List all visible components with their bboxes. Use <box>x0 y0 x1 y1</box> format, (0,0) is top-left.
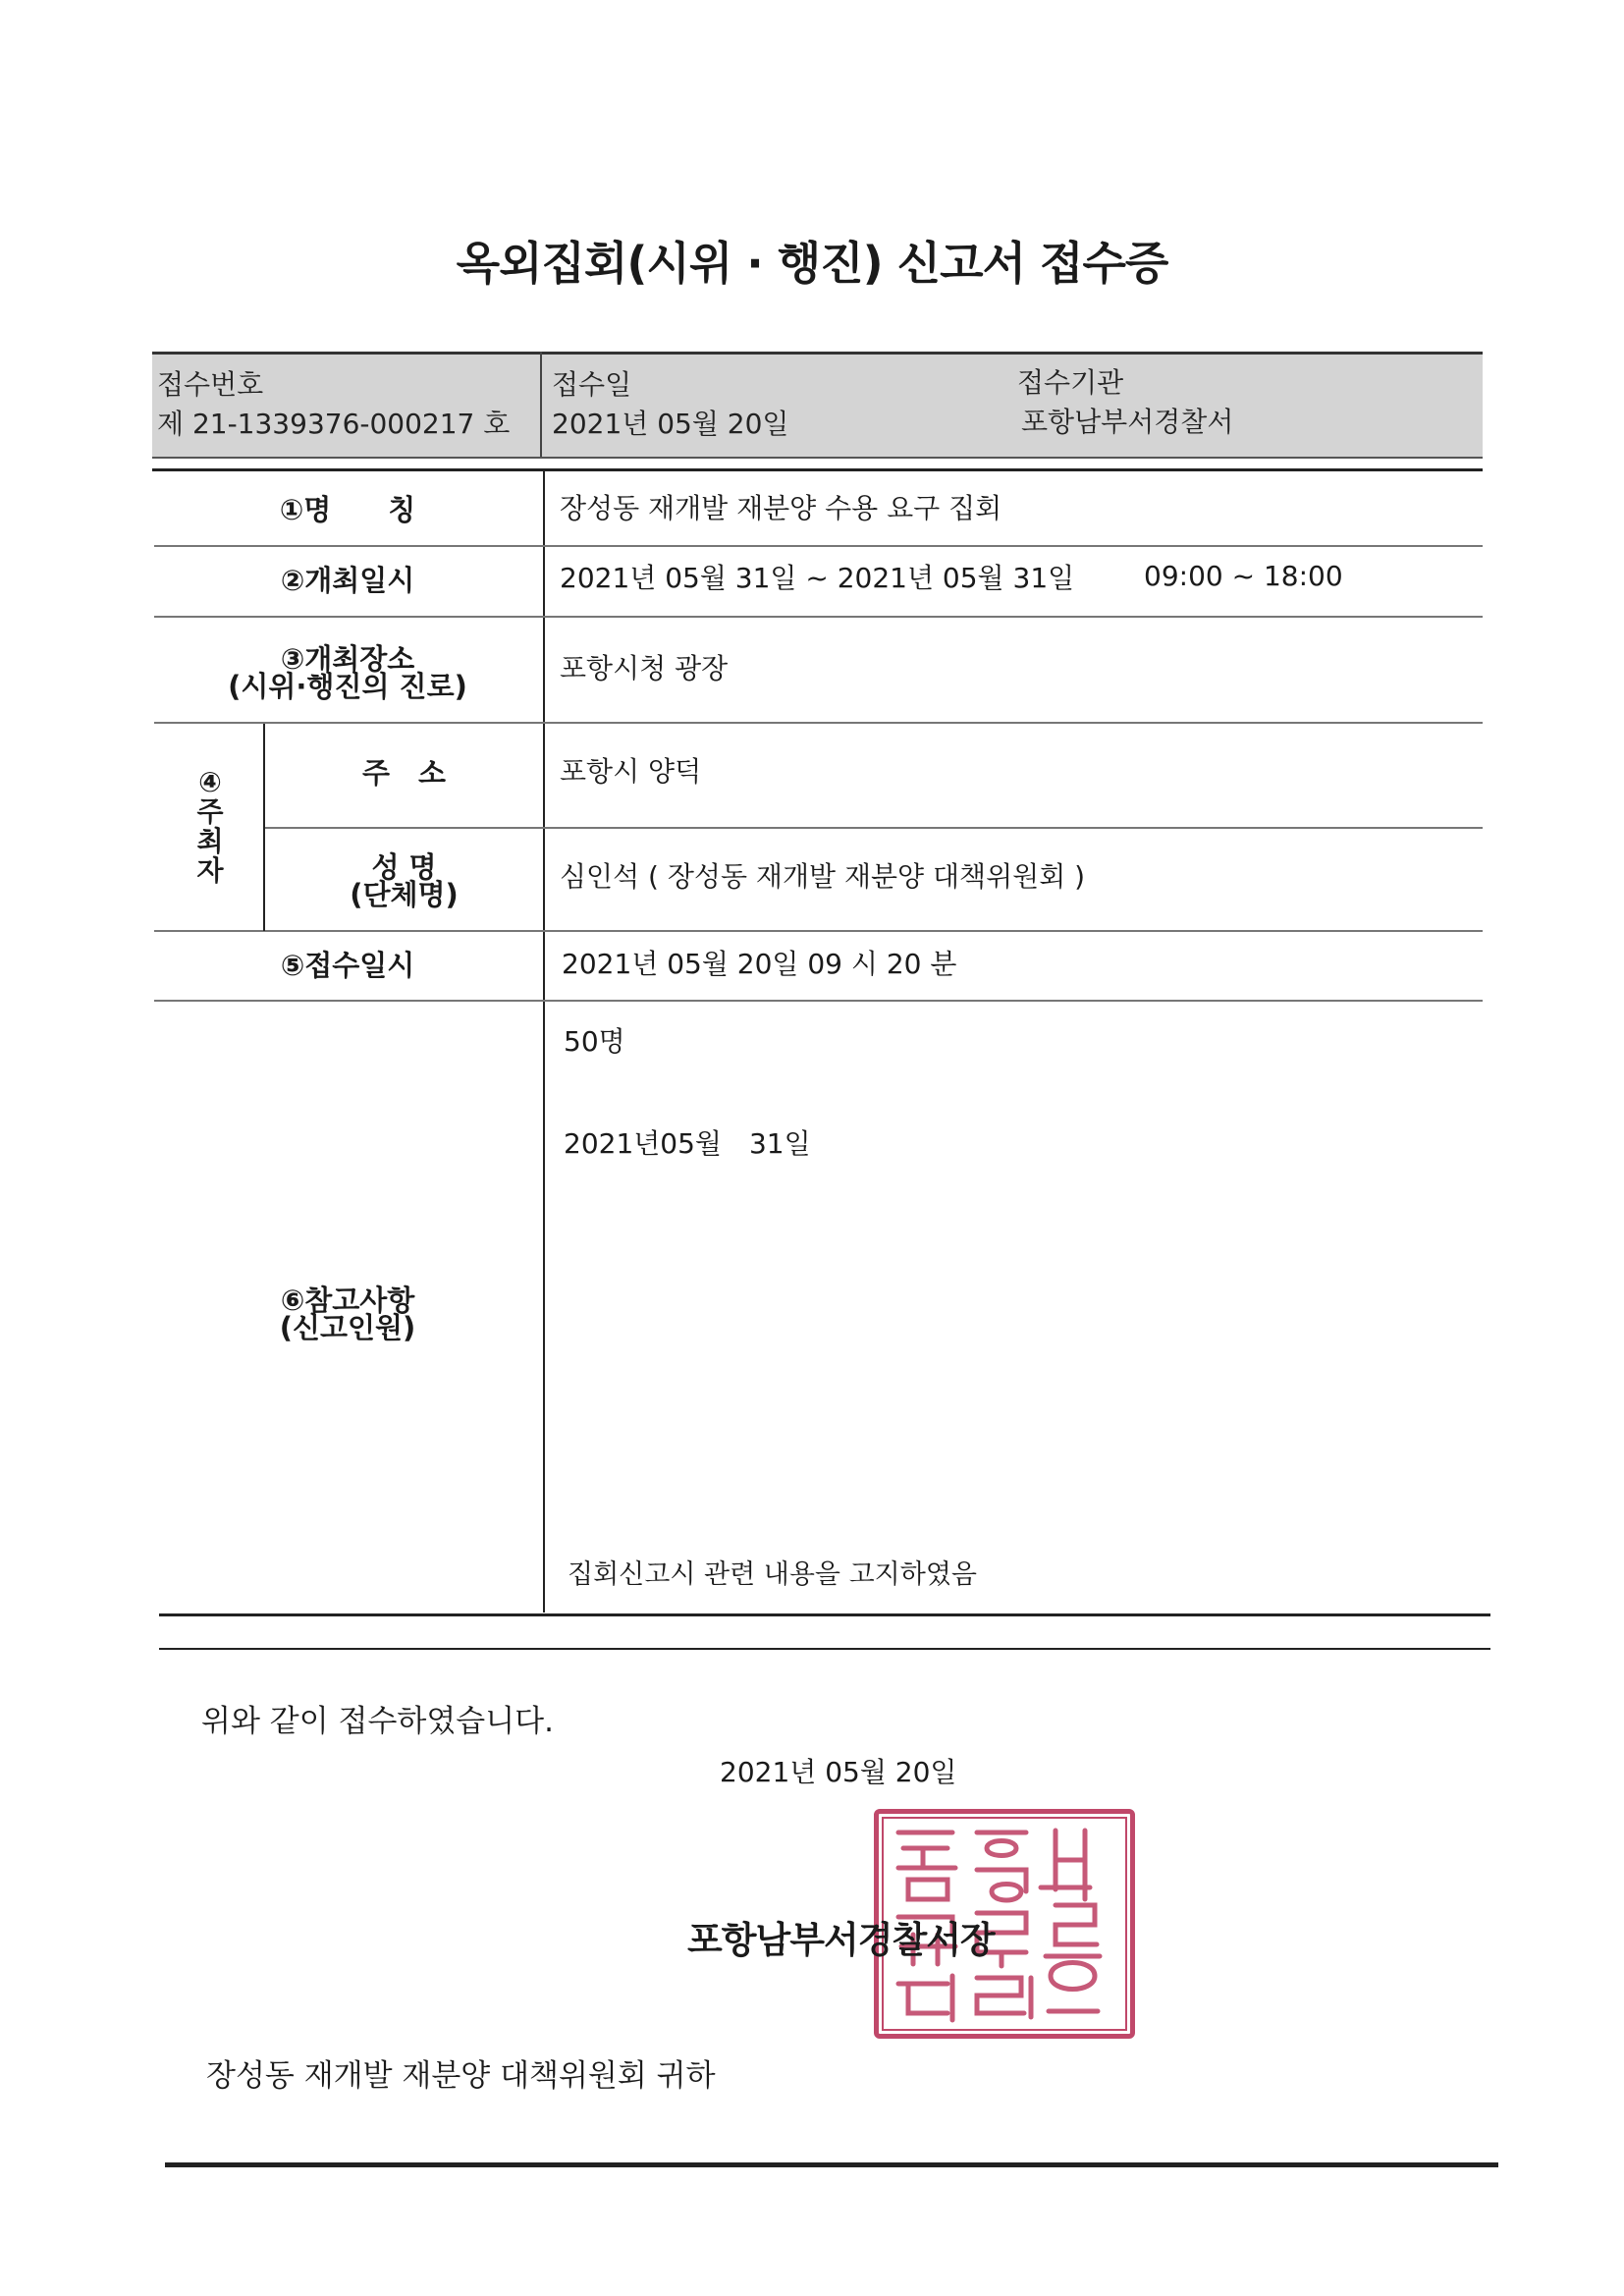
table-column-divider <box>543 471 545 1613</box>
recipient: 장성동 재개발 재분양 대책위원회 귀하 <box>206 2058 716 2094</box>
document-title: 옥외집회(시위 · 행진) 신고서 접수증 <box>456 237 1168 290</box>
table-bottom-border <box>159 1613 1490 1616</box>
person-label: 성 명 <box>371 850 437 884</box>
page-bottom-rule <box>165 2162 1498 2167</box>
address-label: 주 소 <box>361 756 447 790</box>
datetime-value: 2021년 05월 31일 ~ 2021년 05월 31일 <box>560 562 1075 594</box>
statement: 위와 같이 접수하였습니다. <box>201 1704 554 1739</box>
agency-name: 포항남부서경찰서 <box>1021 406 1234 438</box>
row-divider <box>154 616 1483 618</box>
place-sublabel: (시위·행진의 진로) <box>228 670 467 703</box>
person-value: 심인석 ( 장성동 재개발 재분양 대책위원회 ) <box>560 860 1086 893</box>
organizer-label: ④주최자 <box>196 766 224 887</box>
issue-date: 2021년 05월 20일 <box>720 1756 957 1788</box>
receipt-date: 2021년 05월 20일 <box>552 408 789 440</box>
datetime-label: ②개최일시 <box>280 564 415 597</box>
receipt-date-label: 접수일 <box>552 368 632 401</box>
time-value: 09:00 ~ 18:00 <box>1144 560 1343 592</box>
row-divider <box>265 827 1483 829</box>
section-separator <box>159 1648 1490 1650</box>
row-divider <box>154 1000 1483 1002</box>
agency-label: 접수기관 <box>1017 366 1124 399</box>
name-label: ①명 칭 <box>279 493 416 526</box>
row-divider <box>154 930 1483 932</box>
place-label: ③개최장소 <box>280 642 415 676</box>
receipt-time-label: ⑤접수일시 <box>280 949 415 982</box>
receipt-number: 제 21-1339376-000217 호 <box>157 408 511 440</box>
notes-notice: 집회신고시 관련 내용을 고지하였음 <box>568 1559 977 1590</box>
name-value: 장성동 재개발 재분양 수용 요구 집회 <box>560 492 1002 524</box>
notes-date: 2021년05월 31일 <box>564 1127 811 1160</box>
place-value: 포항시청 광장 <box>560 652 729 684</box>
row-divider <box>154 545 1483 547</box>
notes-label: ⑥참고사항 <box>280 1284 415 1317</box>
notes-sublabel: (신고인원) <box>279 1311 416 1344</box>
header-divider <box>540 352 542 457</box>
issuing-officer: 포항남부서경찰서장 <box>687 1919 995 1961</box>
address-value: 포항시 양덕 <box>560 755 702 788</box>
notes-count: 50명 <box>564 1025 625 1058</box>
receipt-number-label: 접수번호 <box>157 368 264 401</box>
receipt-time-value: 2021년 05월 20일 09 시 20 분 <box>562 948 957 980</box>
row-divider <box>154 722 1483 724</box>
person-sublabel: (단체명) <box>350 878 459 911</box>
table-top-border <box>152 468 1483 471</box>
